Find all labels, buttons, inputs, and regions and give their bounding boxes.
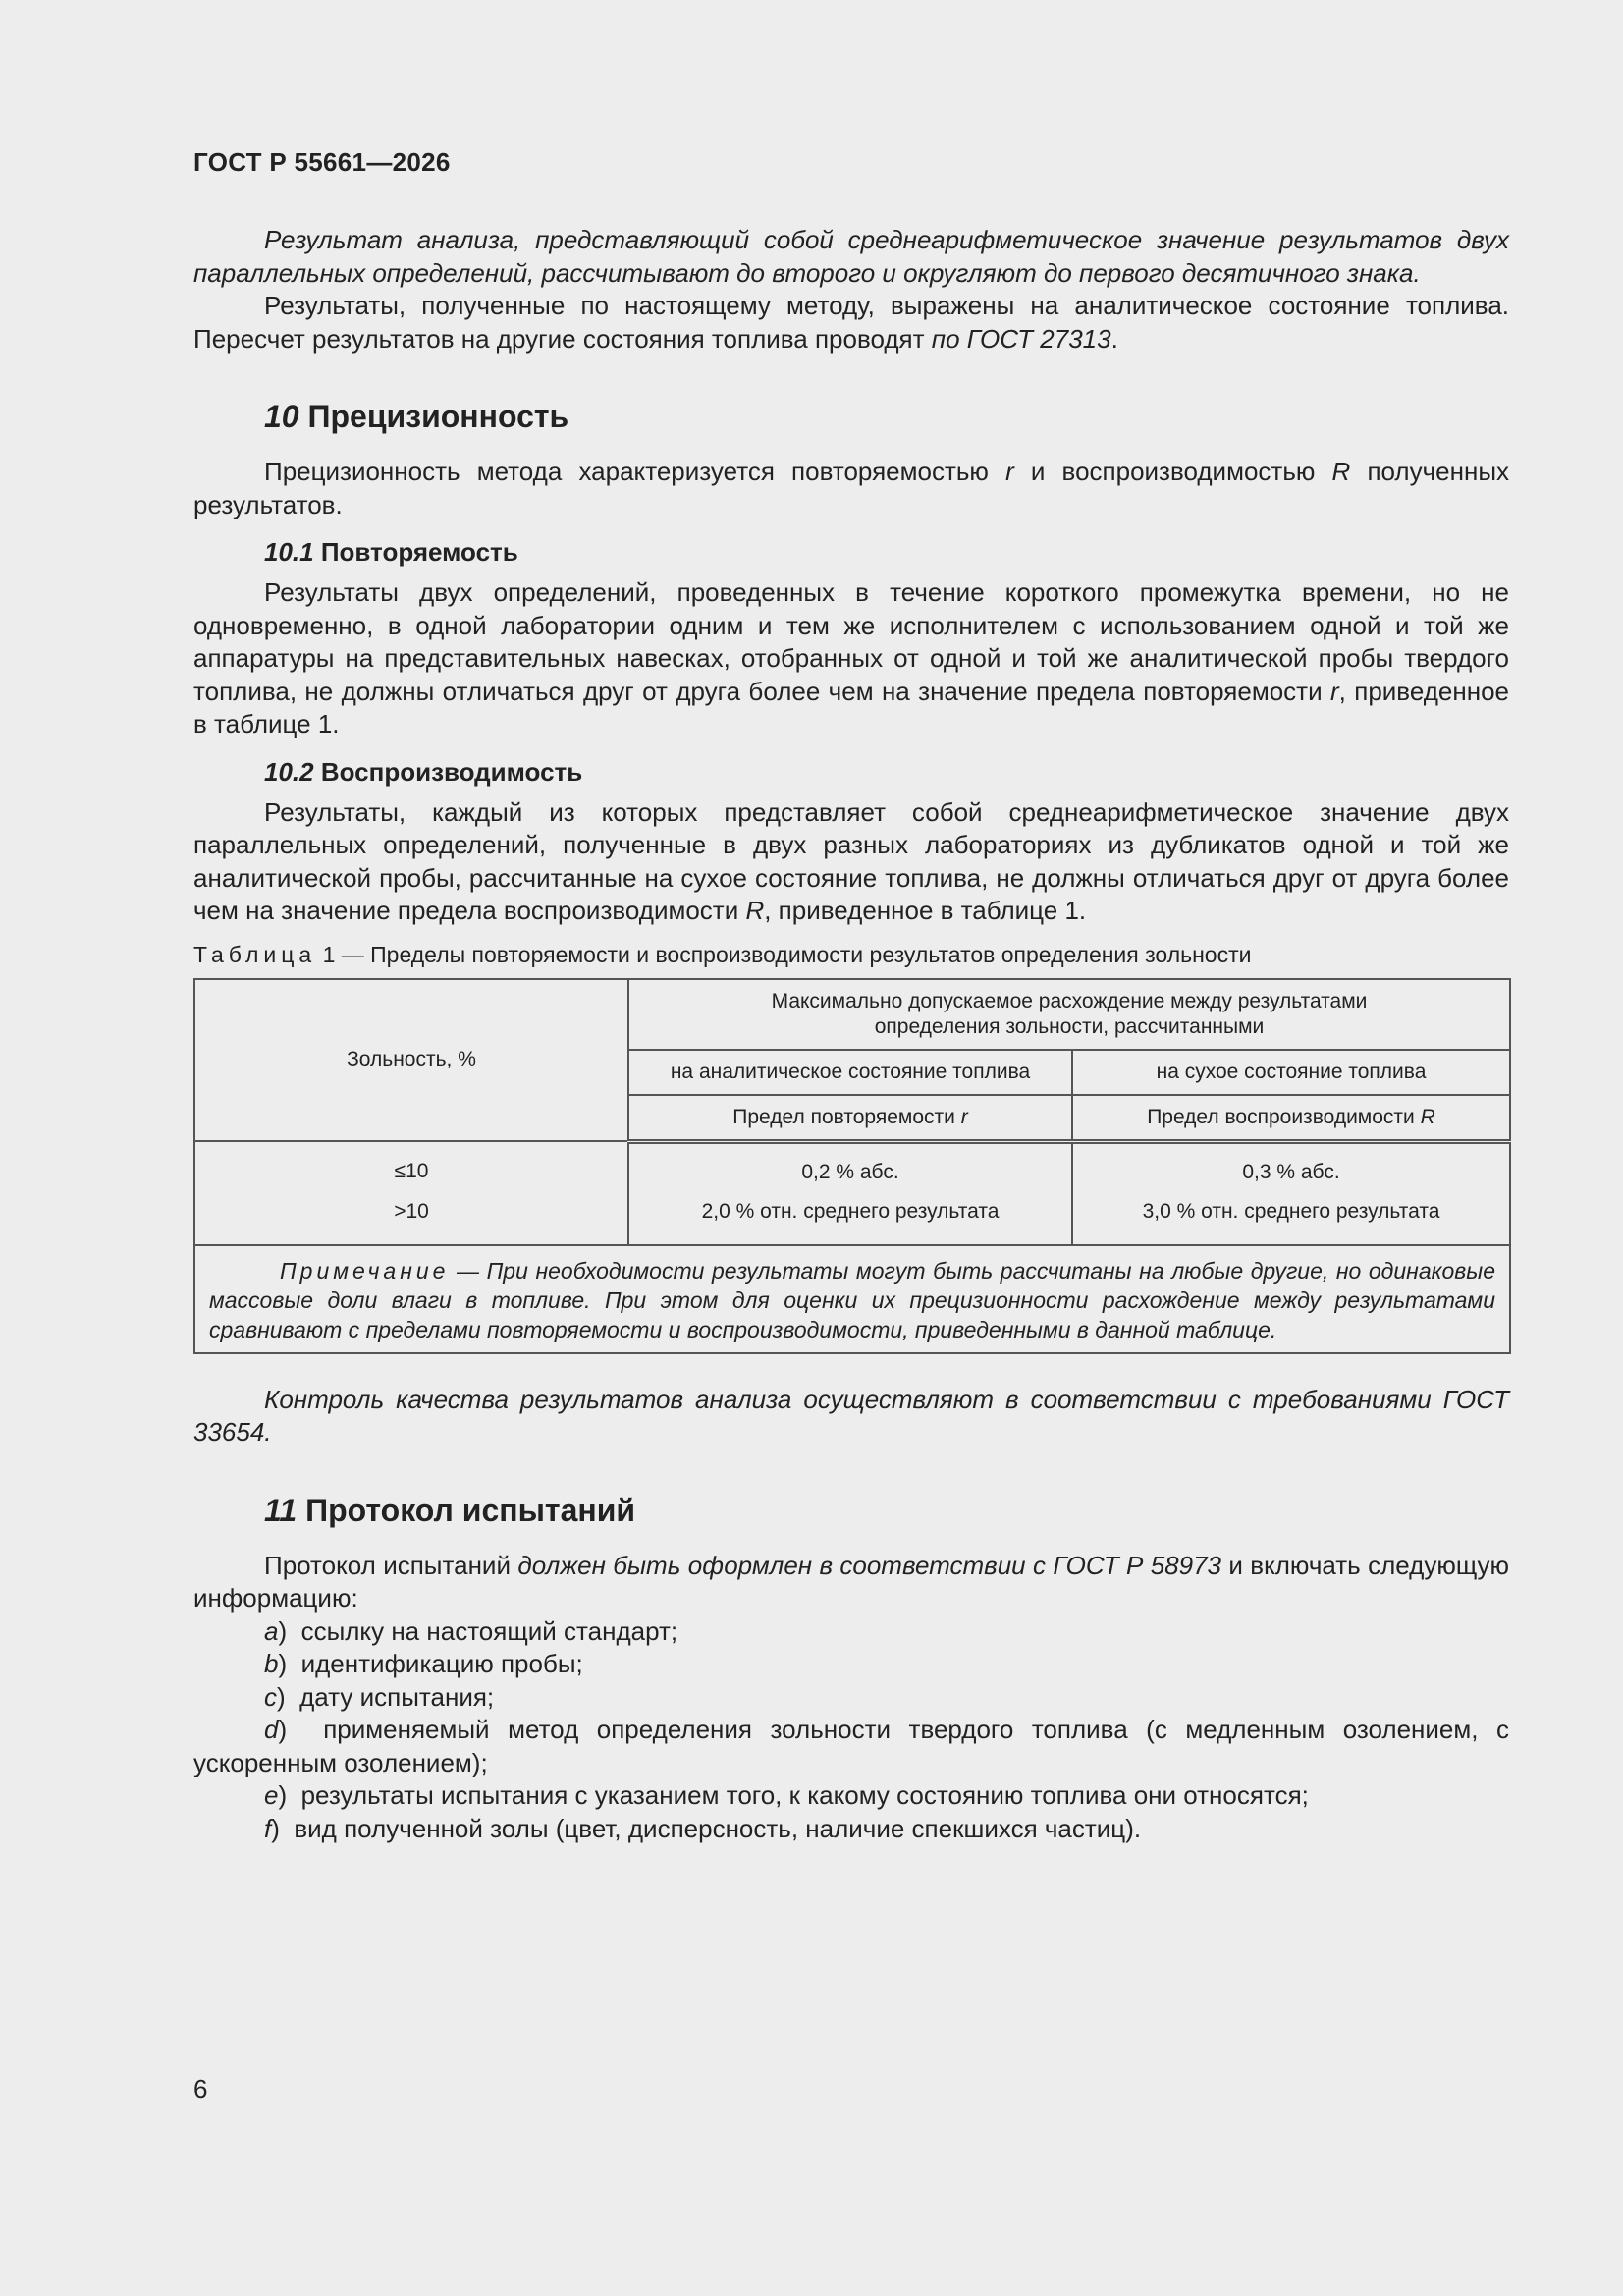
- gost-reference: по ГОСТ 27313: [931, 323, 1111, 354]
- table-row: ≤10 0,2 % абс. 0,3 % абс.: [194, 1141, 1510, 1195]
- page-number: 6: [193, 2074, 208, 2104]
- protocol-items-list: [193, 1615, 1509, 1846]
- paragraph-result-state: Результаты, полученные по настоящему методу, выражены на аналитическое состояние топлива. Пересчет результатов на другие состояния топлива проводят по ГОСТ 27313.: [193, 291, 1509, 354]
- document-body: [193, 224, 1509, 1845]
- paragraph-result-analysis: Результат анализа, представляющий собой среднеарифметическое значение результатов двух параллельных определений, рассчитывают до второго и округляют до первого десятичного знака.: [193, 225, 1509, 288]
- header-analytical-state: на аналитическое состояние топлива: [628, 1050, 1072, 1095]
- section-10-1-heading: 10.1 Повторяемость: [264, 537, 518, 567]
- header-repeatability-limit: Предел повторяемости r: [628, 1095, 1072, 1142]
- header-ash-content: Зольность, %: [194, 979, 628, 1142]
- header-max-discrepancy: Максимально допускаемое расхождение между результатами определения зольности, рассчитанными: [628, 979, 1510, 1050]
- list-item: e) результаты испытания с указанием того, к какому состоянию топлива они относятся;: [264, 1780, 1309, 1810]
- precision-table: [193, 978, 1511, 1354]
- list-item: b) идентификацию пробы;: [264, 1649, 583, 1678]
- section-10-heading: 10 Прецизионность: [264, 399, 569, 434]
- section-10-paragraph: Прецизионность метода характеризуется повторяемостью r и воспроизводимостью R полученных результатов.: [193, 457, 1510, 519]
- section-10-2-heading: 10.2 Воспроизводимость: [264, 756, 583, 787]
- section-10-1-paragraph: Результаты двух определений, проведенных в течение короткого промежутка времени, но не одновременно, в одной лаборатории одним и тем же исполнителем с использованием одной и той же аппаратуры на представительных навесках, отобранных от одной и той же аналитической пробы твердого топлива, не должны отличаться друг от друга более чем на значение предела повторяемости r, приведенное в таблице 1.: [193, 577, 1509, 738]
- table-note: Примечание — При необходимости результаты могут быть рассчитаны на любые другие, но одинаковые массовые доли влаги в топливе. При этом для оценки их прецизионности расхождение между результатами сравнивают с пределами повторяемости и воспроизводимости, приведенными в данной таблице.: [194, 1245, 1510, 1353]
- section-11-paragraph: Протокол испытаний должен быть оформлен в соответствии с ГОСТ Р 58973 и включать следующую информацию:: [193, 1550, 1509, 1613]
- header-reproducibility-limit: Предел воспроизводимости R: [1072, 1095, 1510, 1142]
- document-header: ГОСТ Р 55661—2026: [193, 147, 451, 177]
- list-item: a) ссылку на настоящий стандарт;: [264, 1615, 678, 1646]
- list-item: f) вид полученной золы (цвет, дисперсность, наличие спекшихся частиц).: [264, 1813, 1142, 1843]
- list-item: d) применяемый метод определения зольности твердого топлива (с медленным озолением, с ускоренным озолением);: [193, 1715, 1510, 1777]
- quality-control-paragraph: Контроль качества результатов анализа осуществляют в соответствии с требованиями ГОСТ 33654.: [193, 1384, 1509, 1447]
- section-11-heading: 11 Протокол испытаний: [264, 1492, 636, 1528]
- table-caption: Таблица 1 — Пределы повторяемости и воспроизводимости результатов определения зольности: [193, 941, 1252, 967]
- section-10-2-paragraph: Результаты, каждый из которых представляет собой среднеарифметическое значение двух параллельных определений, полученные в двух разных лабораториях из дубликатов одной и той же аналитической пробы, рассчитанные на сухое состояние топлива, не должны отличаться друг от друга более чем на значение предела воспроизводимости R, приведенное в таблице 1.: [193, 796, 1509, 925]
- table-row: >10 2,0 % отн. среднего результата 3,0 % отн. среднего результата: [194, 1195, 1510, 1245]
- header-dry-state: на сухое состояние топлива: [1072, 1050, 1510, 1095]
- list-item: c) дату испытания;: [264, 1681, 495, 1712]
